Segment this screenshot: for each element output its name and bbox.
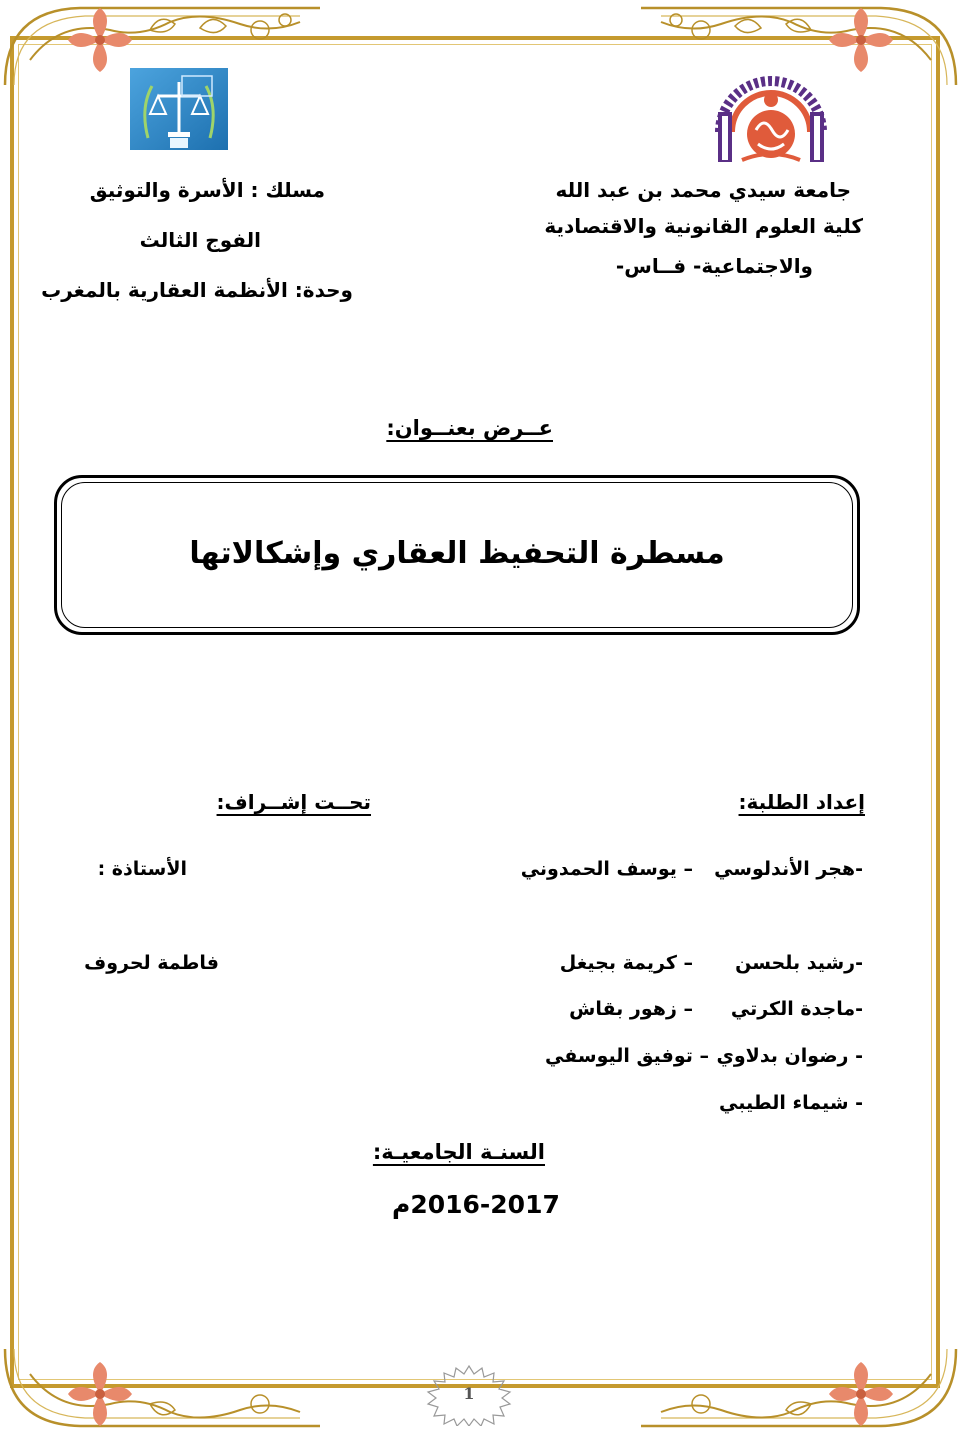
student-name: – يوسف الحمدوني <box>520 858 693 880</box>
faculty-name-line1: كلية العلوم القانونية والاقتصادية <box>544 214 863 238</box>
program-track: مسلك : الأسرة والتوثيق <box>89 178 325 202</box>
student-name: – توفيق اليوسفي <box>545 1045 709 1067</box>
student-name: -ماجدة الكرتي <box>730 998 863 1020</box>
page-number: 1 <box>463 1384 475 1403</box>
faculty-name-line2: والاجتماعية- فــاس- <box>615 254 813 278</box>
professor-name: فاطمة لحروف <box>84 952 219 974</box>
student-name: - شيماء الطيبي <box>718 1092 863 1114</box>
students-heading: إعداد الطلبة: <box>738 790 865 814</box>
university-logo <box>712 72 830 162</box>
student-name: – زهور بقاش <box>569 998 693 1020</box>
university-name: جامعة سيدي محمد بن عبد الله <box>555 178 851 202</box>
program-module: وحدة: الأنظمة العقارية بالمغرب <box>41 278 353 302</box>
corner-ornament-bottom-right <box>631 1344 961 1434</box>
supervision-heading: تحــت إشــراف: <box>216 790 371 814</box>
student-name: -رشيد بلحسن <box>735 952 863 974</box>
presentation-title: مسطرة التحفيظ العقاري وإشكالاتها <box>189 536 725 571</box>
presentation-label: عــرض بعنــوان: <box>386 416 553 440</box>
student-name: -هجر الأندلوسي <box>714 858 863 880</box>
scales-of-justice-icon <box>130 68 228 150</box>
floral-ornament-icon <box>631 1344 961 1434</box>
student-name: - رضوان بدلاوي <box>716 1045 863 1067</box>
program-logo <box>130 68 228 150</box>
corner-ornament-bottom-left <box>0 1344 330 1434</box>
university-emblem-icon <box>712 72 830 162</box>
floral-ornament-icon <box>0 1344 330 1434</box>
student-name: – كريمة بجيغل <box>559 952 693 974</box>
title-box <box>54 475 860 635</box>
program-group: الفوج الثالث <box>139 228 261 252</box>
academic-year-value: 2016-2017م <box>392 1190 560 1219</box>
page-number-badge <box>424 1364 514 1426</box>
academic-year-label: السنـة الجامعيـة: <box>372 1140 545 1164</box>
professor-label: الأستاذة : <box>97 858 187 880</box>
